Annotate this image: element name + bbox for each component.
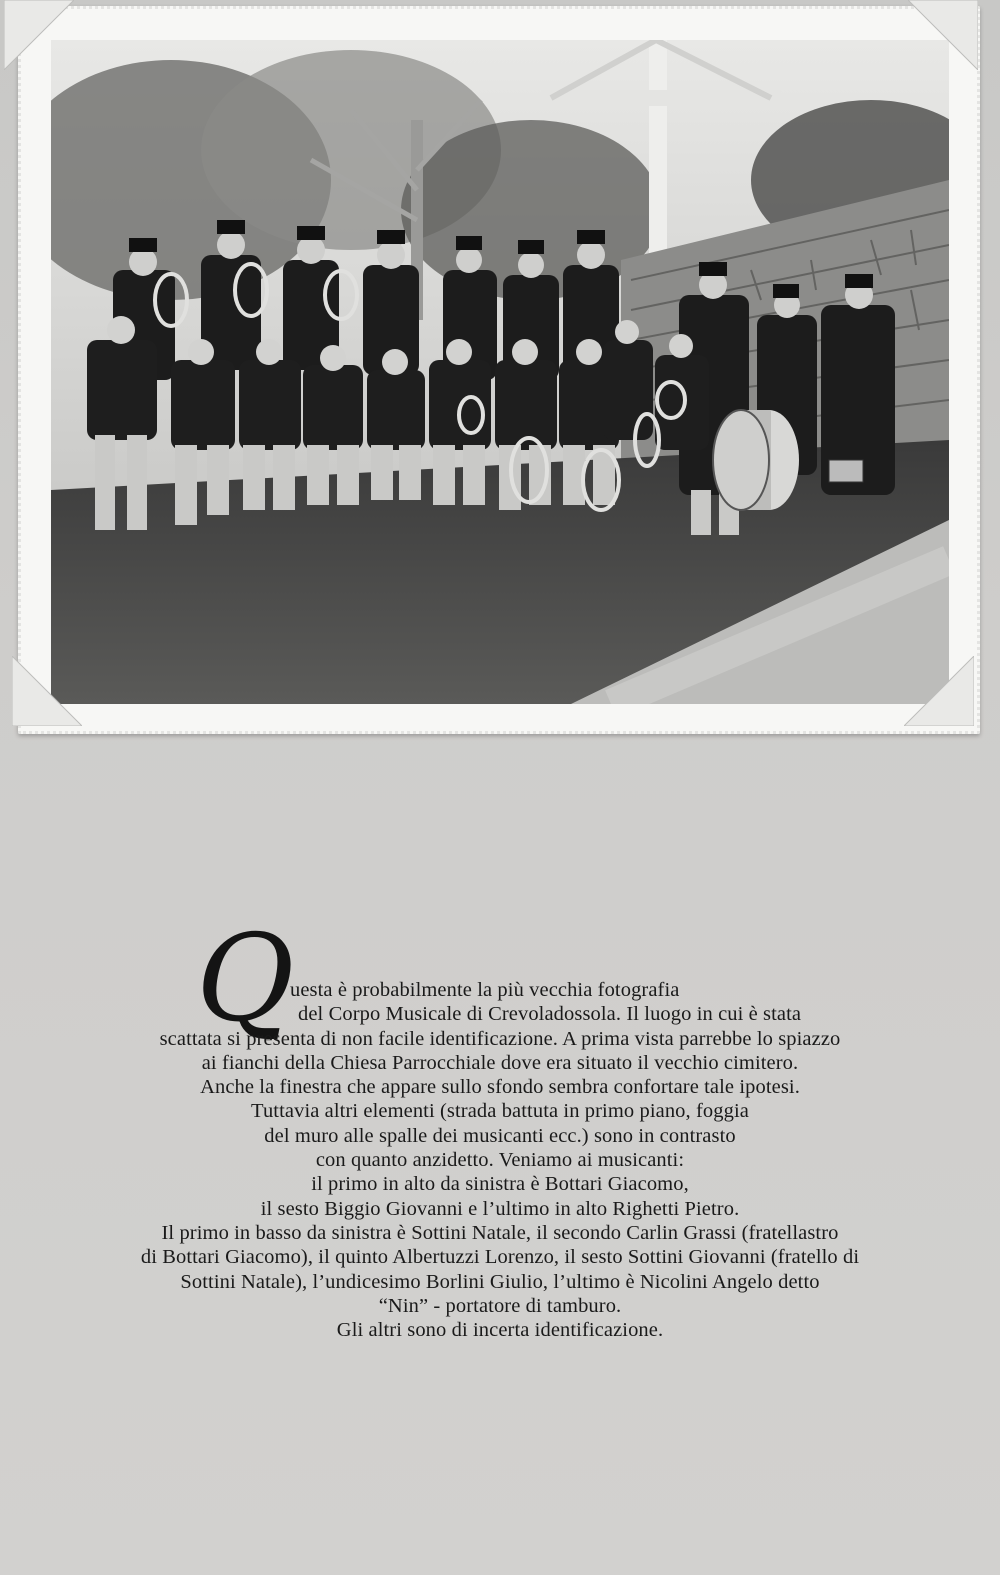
caption-line-7: del muro alle spalle dei musicanti ecc.) sono in contrasto: [264, 1124, 736, 1147]
band-photograph-drawing: [51, 40, 949, 704]
photo-corner-bottom-right: [904, 656, 974, 726]
caption-line-12: di Bottari Giacomo), il quinto Albertuzzi Lorenzo, il sesto Sottini Giovanni (fratello di: [140, 1246, 860, 1269]
caption-line-15: Gli altri sono di incerta identificazione.: [336, 1319, 664, 1342]
caption-line-10: il sesto Biggio Giovanni e l’ultimo in alto Righetti Pietro.: [260, 1197, 740, 1220]
caption-line-1: uesta è probabilmente la più vecchia fotografia: [290, 979, 680, 1001]
caption-line-9: il primo in alto da sinistra è Bottari Giacomo,: [311, 1173, 689, 1196]
caption-dropcap: Q: [196, 910, 295, 1049]
photo-corner-top-right: [908, 0, 978, 70]
band-photograph: [51, 40, 949, 704]
caption-line-3: scattata si presenta di non facile identificazione. A prima vista parrebbe lo spiazzo: [159, 1027, 841, 1050]
caption-text: [40, 978, 960, 1342]
caption-line-4: ai fianchi della Chiesa Parrocchiale dove era situato il vecchio cimitero.: [201, 1051, 799, 1074]
caption-line-13: Sottini Natale), l’undicesimo Borlini Giulio, l’ultimo è Nicolini Angelo detto: [180, 1270, 820, 1293]
caption-line-6: Tuttavia altri elementi (strada battuta in primo piano, foggia: [251, 1100, 749, 1123]
photo-print: [18, 6, 980, 734]
caption-line-8: con quanto anzidetto. Veniamo ai musicanti:: [315, 1149, 685, 1172]
photo-corner-bottom-left: [12, 656, 82, 726]
caption-line-14: “Nin” - portatore di tamburo.: [378, 1294, 622, 1317]
caption-line-2: del Corpo Musicale di Crevoladossola. Il luogo in cui è stata: [298, 1003, 802, 1026]
photo-corner-top-left: [4, 0, 74, 70]
caption-line-11: Il primo in basso da sinistra è Sottini Natale, il secondo Carlin Grassi (fratellastro: [161, 1221, 839, 1244]
caption-line-5: Anche la finestra che appare sullo sfondo sembra confortare tale ipotesi.: [200, 1076, 800, 1099]
